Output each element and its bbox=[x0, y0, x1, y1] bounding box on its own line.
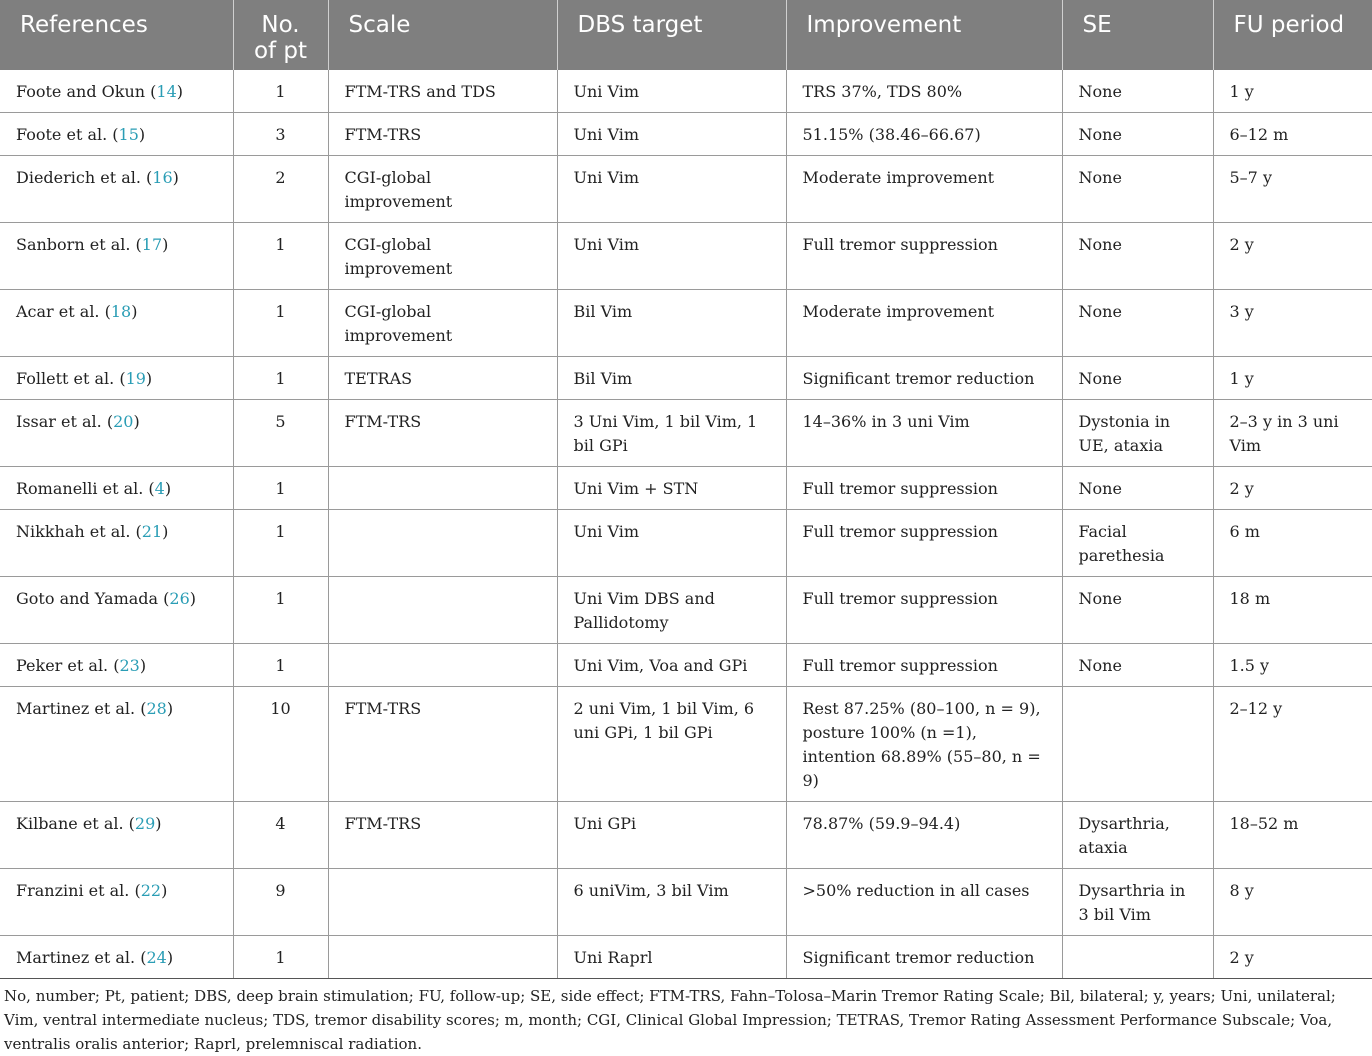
cell-reference: Peker et al. (23) bbox=[0, 644, 233, 687]
reference-link[interactable]: 18 bbox=[110, 302, 132, 321]
cell-se: None bbox=[1062, 156, 1213, 223]
cell-no-of-pt: 5 bbox=[233, 400, 328, 467]
cell-se: None bbox=[1062, 290, 1213, 357]
reference-author: Peker et al. bbox=[16, 656, 109, 675]
cell-improvement: Moderate improvement bbox=[786, 156, 1062, 223]
cell-se: None bbox=[1062, 223, 1213, 290]
reference-link[interactable]: 23 bbox=[119, 656, 140, 675]
table-row bbox=[0, 577, 1372, 644]
table-row bbox=[0, 510, 1372, 577]
cell-dbs-target: Bil Vim bbox=[557, 290, 786, 357]
cell-se bbox=[1062, 687, 1213, 802]
reference-link[interactable]: 29 bbox=[134, 814, 156, 833]
cell-no-of-pt: 4 bbox=[233, 802, 328, 869]
reference-author: Foote et al. bbox=[16, 125, 108, 144]
cell-reference: Romanelli et al. (4) bbox=[0, 467, 233, 510]
header-se: SE bbox=[1062, 0, 1213, 70]
cell-improvement: Rest 87.25% (80–100, n = 9), posture 100% (n =1), intention 68.89% (55–80, n = 9) bbox=[786, 687, 1062, 802]
cell-se: Dysarthria, ataxia bbox=[1062, 802, 1213, 869]
cell-reference: Issar et al. (20) bbox=[0, 400, 233, 467]
reference-author: Franzini et al. bbox=[16, 881, 130, 900]
reference-link[interactable]: 20 bbox=[113, 412, 134, 431]
table-row bbox=[0, 290, 1372, 357]
reference-link[interactable]: 28 bbox=[146, 699, 167, 718]
cell-reference: Martinez et al. (24) bbox=[0, 936, 233, 979]
cell-scale bbox=[328, 510, 557, 577]
reference-link[interactable]: 21 bbox=[141, 522, 163, 541]
cell-dbs-target: Uni GPi bbox=[557, 802, 786, 869]
cell-dbs-target: Uni Vim bbox=[557, 510, 786, 577]
cell-reference: Foote et al. (15) bbox=[0, 113, 233, 156]
cell-scale: TETRAS bbox=[328, 357, 557, 400]
reference-link[interactable]: 19 bbox=[125, 369, 146, 388]
cell-scale: CGI-global improvement bbox=[328, 290, 557, 357]
table-row bbox=[0, 113, 1372, 156]
cell-improvement: 78.87% (59.9–94.4) bbox=[786, 802, 1062, 869]
cell-reference: Goto and Yamada (26) bbox=[0, 577, 233, 644]
cell-reference: Acar et al. (18) bbox=[0, 290, 233, 357]
cell-improvement: Full tremor suppression bbox=[786, 510, 1062, 577]
cell-fu-period: 18–52 m bbox=[1213, 802, 1372, 869]
reference-author: Diederich et al. bbox=[16, 168, 141, 187]
header-scale: Scale bbox=[328, 0, 557, 70]
cell-improvement: 14–36% in 3 uni Vim bbox=[786, 400, 1062, 467]
reference-link[interactable]: 4 bbox=[154, 479, 165, 498]
cell-improvement: 51.15% (38.46–66.67) bbox=[786, 113, 1062, 156]
cell-no-of-pt: 1 bbox=[233, 936, 328, 979]
cell-dbs-target: Uni Raprl bbox=[557, 936, 786, 979]
cell-scale: FTM-TRS bbox=[328, 802, 557, 869]
cell-fu-period: 6 m bbox=[1213, 510, 1372, 577]
cell-fu-period: 2–3 y in 3 uni Vim bbox=[1213, 400, 1372, 467]
cell-reference: Martinez et al. (28) bbox=[0, 687, 233, 802]
cell-no-of-pt: 1 bbox=[233, 467, 328, 510]
table-row bbox=[0, 802, 1372, 869]
cell-scale bbox=[328, 936, 557, 979]
cell-no-of-pt: 9 bbox=[233, 869, 328, 936]
cell-improvement: Full tremor suppression bbox=[786, 577, 1062, 644]
cell-fu-period: 2 y bbox=[1213, 936, 1372, 979]
table-row bbox=[0, 223, 1372, 290]
cell-reference: Nikkhah et al. (21) bbox=[0, 510, 233, 577]
cell-scale bbox=[328, 467, 557, 510]
table-row bbox=[0, 687, 1372, 802]
header-references: References bbox=[0, 0, 233, 70]
cell-no-of-pt: 2 bbox=[233, 156, 328, 223]
reference-link[interactable]: 26 bbox=[169, 589, 190, 608]
table-row bbox=[0, 400, 1372, 467]
cell-improvement: Full tremor suppression bbox=[786, 223, 1062, 290]
cell-se: None bbox=[1062, 357, 1213, 400]
cell-scale: FTM-TRS bbox=[328, 400, 557, 467]
cell-improvement: Full tremor suppression bbox=[786, 467, 1062, 510]
cell-no-of-pt: 10 bbox=[233, 687, 328, 802]
cell-reference: Follett et al. (19) bbox=[0, 357, 233, 400]
cell-fu-period: 8 y bbox=[1213, 869, 1372, 936]
cell-improvement: Moderate improvement bbox=[786, 290, 1062, 357]
table-row bbox=[0, 644, 1372, 687]
cell-se bbox=[1062, 936, 1213, 979]
cell-scale bbox=[328, 644, 557, 687]
cell-no-of-pt: 1 bbox=[233, 223, 328, 290]
table-row bbox=[0, 869, 1372, 936]
reference-link[interactable]: 17 bbox=[141, 235, 163, 254]
cell-dbs-target: 2 uni Vim, 1 bil Vim, 6 uni GPi, 1 bil GPi bbox=[557, 687, 786, 802]
cell-dbs-target: Bil Vim bbox=[557, 357, 786, 400]
header-improvement: Improvement bbox=[786, 0, 1062, 70]
table-row bbox=[0, 156, 1372, 223]
cell-scale: CGI-global improvement bbox=[328, 223, 557, 290]
cell-reference: Franzini et al. (22) bbox=[0, 869, 233, 936]
header-no-of-pt: No. of pt bbox=[233, 0, 328, 70]
cell-se: None bbox=[1062, 113, 1213, 156]
cell-se: None bbox=[1062, 70, 1213, 113]
reference-author: Martinez et al. bbox=[16, 699, 136, 718]
cell-se: None bbox=[1062, 467, 1213, 510]
reference-link[interactable]: 22 bbox=[140, 881, 162, 900]
cell-dbs-target: Uni Vim + STN bbox=[557, 467, 786, 510]
cell-dbs-target: 3 Uni Vim, 1 bil Vim, 1 bil GPi bbox=[557, 400, 786, 467]
cell-scale bbox=[328, 577, 557, 644]
cell-dbs-target: Uni Vim bbox=[557, 223, 786, 290]
cell-scale: FTM-TRS bbox=[328, 687, 557, 802]
cell-fu-period: 3 y bbox=[1213, 290, 1372, 357]
cell-dbs-target: 6 uniVim, 3 bil Vim bbox=[557, 869, 786, 936]
cell-scale: FTM-TRS bbox=[328, 113, 557, 156]
cell-se: Dysarthria in 3 bil Vim bbox=[1062, 869, 1213, 936]
reference-link[interactable]: 16 bbox=[152, 168, 173, 187]
table-row bbox=[0, 936, 1372, 979]
cell-dbs-target: Uni Vim, Voa and GPi bbox=[557, 644, 786, 687]
cell-no-of-pt: 1 bbox=[233, 70, 328, 113]
reference-author: Acar et al. bbox=[16, 302, 100, 321]
cell-fu-period: 1.5 y bbox=[1213, 644, 1372, 687]
cell-no-of-pt: 3 bbox=[233, 113, 328, 156]
cell-scale bbox=[328, 869, 557, 936]
cell-improvement: Significant tremor reduction bbox=[786, 936, 1062, 979]
reference-link[interactable]: 24 bbox=[146, 948, 167, 967]
cell-reference: Sanborn et al. (17) bbox=[0, 223, 233, 290]
reference-author: Martinez et al. bbox=[16, 948, 136, 967]
cell-no-of-pt: 1 bbox=[233, 577, 328, 644]
table-footnote: No, number; Pt, patient; DBS, deep brain stimulation; FU, follow-up; SE, side effect; FTM-TRS, Fahn–Tolosa–Marin Tremor Rating Scale; Bil, bilateral; y, years; Uni, unilateral; Vim, ventral intermediate nucleus; TDS, tremor disability scores; m, month; CGI, Clinical Global Impression; TETRAS, Tremor Rating Assessment Performance Subscale; Voa, ventralis oralis anterior; Raprl, prelemniscal radiation. bbox=[4, 987, 1336, 1053]
header-fu-period: FU period bbox=[1213, 0, 1372, 70]
cell-se: Dystonia in UE, ataxia bbox=[1062, 400, 1213, 467]
cell-scale: CGI-global improvement bbox=[328, 156, 557, 223]
cell-fu-period: 1 y bbox=[1213, 357, 1372, 400]
cell-dbs-target: Uni Vim bbox=[557, 156, 786, 223]
reference-author: Goto and Yamada bbox=[16, 589, 159, 608]
cell-reference: Kilbane et al. (29) bbox=[0, 802, 233, 869]
table-row bbox=[0, 357, 1372, 400]
cell-no-of-pt: 1 bbox=[233, 357, 328, 400]
cell-se: None bbox=[1062, 577, 1213, 644]
cell-dbs-target: Uni Vim bbox=[557, 70, 786, 113]
cell-improvement: >50% reduction in all cases bbox=[786, 869, 1062, 936]
table-row bbox=[0, 467, 1372, 510]
cell-improvement: Full tremor suppression bbox=[786, 644, 1062, 687]
cell-dbs-target: Uni Vim DBS and Pallidotomy bbox=[557, 577, 786, 644]
cell-improvement: Significant tremor reduction bbox=[786, 357, 1062, 400]
cell-se: None bbox=[1062, 644, 1213, 687]
header-dbs-target: DBS target bbox=[557, 0, 786, 70]
cell-no-of-pt: 1 bbox=[233, 510, 328, 577]
cell-improvement: TRS 37%, TDS 80% bbox=[786, 70, 1062, 113]
cell-fu-period: 2 y bbox=[1213, 223, 1372, 290]
reference-author: Sanborn et al. bbox=[16, 235, 131, 254]
table-row bbox=[0, 70, 1372, 113]
cell-fu-period: 1 y bbox=[1213, 70, 1372, 113]
reference-link[interactable]: 14 bbox=[156, 82, 177, 101]
cell-fu-period: 18 m bbox=[1213, 577, 1372, 644]
cell-no-of-pt: 1 bbox=[233, 644, 328, 687]
reference-author: Nikkhah et al. bbox=[16, 522, 131, 541]
reference-link[interactable]: 15 bbox=[118, 125, 139, 144]
cell-fu-period: 5–7 y bbox=[1213, 156, 1372, 223]
cell-reference: Diederich et al. (16) bbox=[0, 156, 233, 223]
reference-author: Issar et al. bbox=[16, 412, 102, 431]
cell-dbs-target: Uni Vim bbox=[557, 113, 786, 156]
header-row bbox=[0, 0, 1372, 70]
cell-no-of-pt: 1 bbox=[233, 290, 328, 357]
cell-reference: Foote and Okun (14) bbox=[0, 70, 233, 113]
reference-author: Kilbane et al. bbox=[16, 814, 124, 833]
cell-fu-period: 6–12 m bbox=[1213, 113, 1372, 156]
cell-scale: FTM-TRS and TDS bbox=[328, 70, 557, 113]
cell-se: Facial parethesia bbox=[1062, 510, 1213, 577]
cell-fu-period: 2 y bbox=[1213, 467, 1372, 510]
cell-fu-period: 2–12 y bbox=[1213, 687, 1372, 802]
reference-author: Romanelli et al. bbox=[16, 479, 144, 498]
reference-author: Foote and Okun bbox=[16, 82, 146, 101]
reference-author: Follett et al. bbox=[16, 369, 115, 388]
